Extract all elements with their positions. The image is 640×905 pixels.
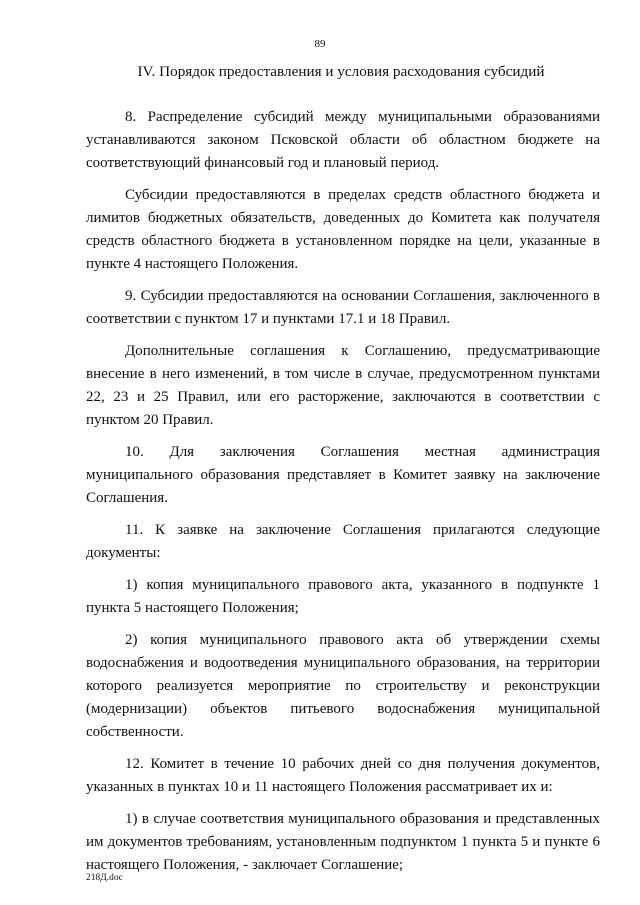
document-body (86, 106, 600, 877)
paragraph-additional-agreements: Дополнительные соглашения к Соглашению, предусматривающие внесение в него изменений, в том числе в случае, предусмотренном пунктами 22, 23 и 25 Правил, или его расторжение, заключаются в соответствии с пунктом 20 Правил. (86, 343, 600, 428)
paragraph-11: 11. К заявке на заключение Соглашения прилагаются следующие документы: (86, 522, 600, 561)
paragraph-12-item-1: 1) в случае соответствия муниципального образования и представленных им документов требованиям, установленным подпунктом 1 пункта 5 и пункте 6 настоящего Положения, - заключает Соглашение; (86, 811, 600, 873)
paragraph-subsidy-limits: Субсидии предоставляются в пределах средств областного бюджета и лимитов бюджетных обязательств, доведенных до Комитета как получателя средств областного бюджета в установленном порядке на цели, указанные в пункте 4 настоящего Положения. (86, 187, 600, 272)
paragraph-9: 9. Субсидии предоставляются на основании Соглашения, заключенного в соответствии с пунктом 17 и пунктами 17.1 и 18 Правил. (86, 288, 600, 327)
paragraph-10: 10. Для заключения Соглашения местная администрация муниципального образования представляет в Комитет заявку на заключение Соглашения. (86, 444, 600, 506)
paragraph-12: 12. Комитет в течение 10 рабочих дней со дня получения документов, указанных в пунктах 10 и 11 настоящего Положения рассматривает их и: (86, 756, 600, 795)
paragraph-8: 8. Распределение субсидий между муниципальными образованиями устанавливаются законом Псковской области об областном бюджете на соответствующий финансовый год и плановый период. (86, 109, 600, 171)
page-number: 89 (314, 38, 326, 50)
paragraph-11-item-1: 1) копия муниципального правового акта, указанного в подпункте 1 пункта 5 настоящего Положения; (86, 577, 600, 616)
paragraph-11-item-2: 2) копия муниципального правового акта об утверждении схемы водоснабжения и водоотведения муниципального образования, на территории которого реализуется мероприятие по строительству и реконструкции (модернизации) объектов питьевого водоснабжения муниципальной собственности. (86, 632, 600, 740)
footer-file-name: 218Д.doc (86, 873, 123, 883)
section-title: IV. Порядок предоставления и условия расходования субсидий (137, 63, 545, 80)
